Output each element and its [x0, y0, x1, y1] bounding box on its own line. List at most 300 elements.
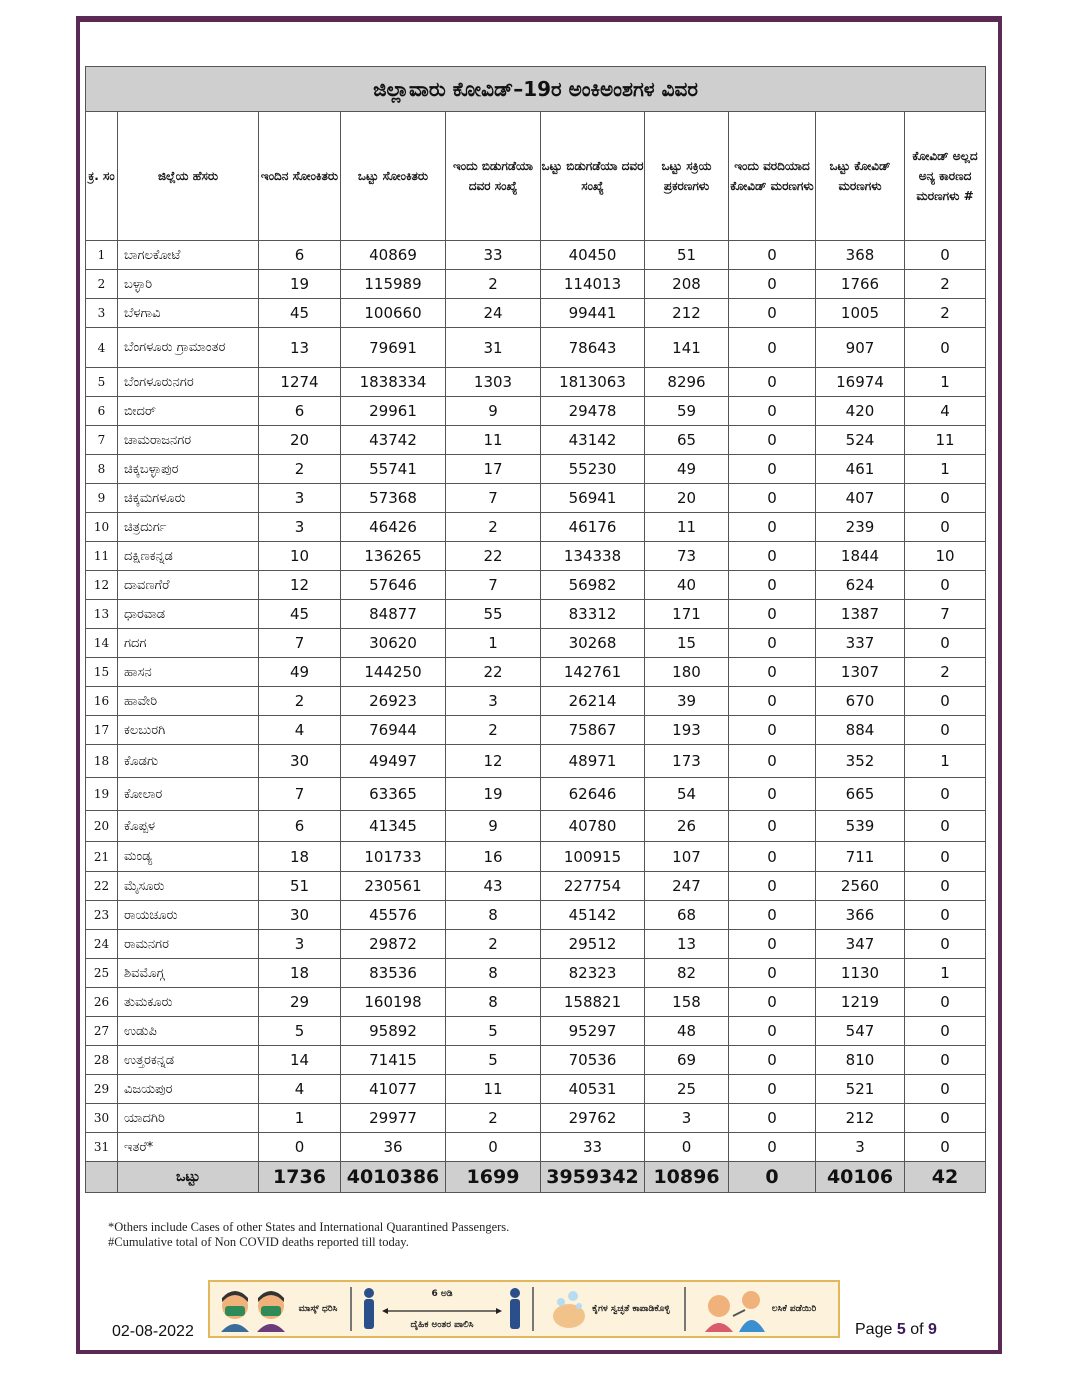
cell-name: ಶಿವಮೊಗ್ಗ: [118, 959, 259, 988]
cell-dis-today: 2: [446, 1104, 541, 1133]
cell-name: ದಾವಣಗೆರೆ: [118, 571, 259, 600]
table-row: [86, 299, 986, 328]
cell-total: 55741: [341, 455, 446, 484]
table-row: [86, 571, 986, 600]
cell-dis-total: 78643: [541, 328, 645, 368]
cell-total: 230561: [341, 872, 446, 901]
cell-dis-today: 22: [446, 658, 541, 687]
cell-non-covid: 0: [905, 629, 986, 658]
cell-total: 30620: [341, 629, 446, 658]
cell-death-total: 711: [816, 842, 905, 872]
cell-dis-total: 40531: [541, 1075, 645, 1104]
cell-sl: 22: [86, 872, 118, 901]
cell-total: 29961: [341, 397, 446, 426]
table-row: [86, 270, 986, 299]
table-row: [86, 426, 986, 455]
cell-today: 2: [259, 687, 341, 716]
cell-active: 49: [645, 455, 729, 484]
banner-distance: [352, 1282, 532, 1336]
cell-dis-total: 82323: [541, 959, 645, 988]
cell-today: 1: [259, 1104, 341, 1133]
cell-active: 0: [645, 1133, 729, 1162]
cell-non-covid: 0: [905, 811, 986, 842]
cell-death-total: 1844: [816, 542, 905, 571]
cell-active: 8296: [645, 368, 729, 397]
cell-non-covid: 0: [905, 328, 986, 368]
cell-dis-today: 2: [446, 270, 541, 299]
cell-death-total: 907: [816, 328, 905, 368]
cell-non-covid: 0: [905, 988, 986, 1017]
cell-death-total: 212: [816, 1104, 905, 1133]
cell-total: 43742: [341, 426, 446, 455]
cell-death-total: 1387: [816, 600, 905, 629]
cell-sl: 21: [86, 842, 118, 872]
cell-death-today: 0: [729, 901, 816, 930]
cell-today: 20: [259, 426, 341, 455]
cell-name: ವಿಜಯಪುರ: [118, 1075, 259, 1104]
table-row: [86, 513, 986, 542]
cell-dis-total: 48971: [541, 745, 645, 778]
cell-total: 76944: [341, 716, 446, 745]
cell-death-today: 0: [729, 484, 816, 513]
cell-name: ಚಿತ್ರದುರ್ಗ: [118, 513, 259, 542]
table-row: [86, 600, 986, 629]
cell-active: 107: [645, 842, 729, 872]
cell-today: 14: [259, 1046, 341, 1075]
cell-non-covid: 1: [905, 368, 986, 397]
cell-non-covid: 0: [905, 1104, 986, 1133]
cell-sl: 25: [86, 959, 118, 988]
cell-death-total: 420: [816, 397, 905, 426]
cell-today: 6: [259, 811, 341, 842]
cell-death-total: 368: [816, 241, 905, 270]
cell-death-total: 407: [816, 484, 905, 513]
cell-sl: 5: [86, 368, 118, 397]
cell-death-total: 1005: [816, 299, 905, 328]
cell-name: ಬೆಂಗಳೂರು ಗ್ರಾಮಾಂತರ: [118, 328, 259, 368]
cell-death-today: 0: [729, 872, 816, 901]
cell-today: 3: [259, 513, 341, 542]
cell-total: 29977: [341, 1104, 446, 1133]
cell-death-total: 884: [816, 716, 905, 745]
header-total-discharged: ಒಟ್ಟು ಬಿಡುಗಡೆಯಾ ದವರ ಸಂಖ್ಯೆ: [541, 112, 645, 241]
cell-dis-today: 11: [446, 426, 541, 455]
cell-today: 7: [259, 629, 341, 658]
cell-dis-total: 99441: [541, 299, 645, 328]
cell-name: ಕೊಪ್ಪಳ: [118, 811, 259, 842]
cell-active: 171: [645, 600, 729, 629]
cell-death-total: 524: [816, 426, 905, 455]
cell-sl: 12: [86, 571, 118, 600]
table-title: ಜಿಲ್ಲಾವಾರು ಕೋವಿಡ್–19ರ ಅಂಕಿಅಂಶಗಳ ವಿವರ: [86, 67, 986, 112]
cell-dis-total: 134338: [541, 542, 645, 571]
banner-distance-text: ದೈಹಿಕ ಅಂತರ ಪಾಲಿಸಿ: [410, 1319, 474, 1330]
cell-dis-total: 56941: [541, 484, 645, 513]
cell-sl: 26: [86, 988, 118, 1017]
cell-sl: 31: [86, 1133, 118, 1162]
banner-hands: [534, 1282, 684, 1336]
cell-non-covid: 0: [905, 571, 986, 600]
hand-wash-icon: [547, 1286, 591, 1332]
cell-death-today: 0: [729, 270, 816, 299]
cell-active: 212: [645, 299, 729, 328]
frame-top-rule: [80, 20, 998, 22]
cell-death-today: 0: [729, 629, 816, 658]
cell-dis-today: 0: [446, 1133, 541, 1162]
cell-death-total: 239: [816, 513, 905, 542]
cell-death-today: 0: [729, 426, 816, 455]
cell-dis-today: 1303: [446, 368, 541, 397]
cell-non-covid: 11: [905, 426, 986, 455]
cell-today: 4: [259, 1075, 341, 1104]
cell-death-total: 670: [816, 687, 905, 716]
cell-today: 5: [259, 1017, 341, 1046]
cell-non-covid: 0: [905, 1075, 986, 1104]
cell-total: 95892: [341, 1017, 446, 1046]
cell-name: ಹಾವೇರಿ: [118, 687, 259, 716]
table-row: [86, 397, 986, 426]
cell-total: 79691: [341, 328, 446, 368]
cell-active: 65: [645, 426, 729, 455]
cell-active: 68: [645, 901, 729, 930]
cell-dis-total: 114013: [541, 270, 645, 299]
cell-sl: 14: [86, 629, 118, 658]
totals-dis-total: 3959342: [541, 1162, 645, 1193]
cell-name: ಚಿಕ್ಕಬಳ್ಳಾಪುರ: [118, 455, 259, 484]
cell-active: 48: [645, 1017, 729, 1046]
cell-active: 158: [645, 988, 729, 1017]
table-row: [86, 658, 986, 687]
table-row: [86, 872, 986, 901]
cell-non-covid: 2: [905, 299, 986, 328]
cell-sl: 19: [86, 778, 118, 811]
cell-sl: 24: [86, 930, 118, 959]
banner-distance-top: 6 ಅಡಿ: [431, 1288, 453, 1299]
banner-hands-text: ಕೈಗಳ ಸ್ವಚ್ಛತೆ ಕಾಪಾಡಿಕೊಳ್ಳಿ: [592, 1304, 670, 1314]
cell-dis-total: 30268: [541, 629, 645, 658]
cell-today: 4: [259, 716, 341, 745]
cell-total: 57368: [341, 484, 446, 513]
cell-name: ಯಾದಗಿರಿ: [118, 1104, 259, 1133]
cell-death-today: 0: [729, 299, 816, 328]
cell-today: 13: [259, 328, 341, 368]
cell-dis-total: 46176: [541, 513, 645, 542]
cell-death-today: 0: [729, 328, 816, 368]
cell-total: 71415: [341, 1046, 446, 1075]
cell-dis-total: 1813063: [541, 368, 645, 397]
cell-active: 141: [645, 328, 729, 368]
cell-active: 13: [645, 930, 729, 959]
cell-sl: 20: [86, 811, 118, 842]
table-row: [86, 1017, 986, 1046]
cell-death-total: 810: [816, 1046, 905, 1075]
table-row: [86, 1133, 986, 1162]
cell-dis-today: 8: [446, 901, 541, 930]
totals-row: [86, 1162, 986, 1193]
cell-death-total: 1130: [816, 959, 905, 988]
cell-active: 40: [645, 571, 729, 600]
cell-death-total: 16974: [816, 368, 905, 397]
cell-sl: 4: [86, 328, 118, 368]
cell-dis-total: 29478: [541, 397, 645, 426]
table-body: [86, 241, 986, 1162]
cell-total: 1838334: [341, 368, 446, 397]
cell-total: 83536: [341, 959, 446, 988]
cell-dis-today: 16: [446, 842, 541, 872]
cell-non-covid: 2: [905, 658, 986, 687]
cell-name: ಧಾರವಾಡ: [118, 600, 259, 629]
cell-dis-total: 43142: [541, 426, 645, 455]
cell-sl: 6: [86, 397, 118, 426]
double-arrow-icon: [382, 1307, 502, 1315]
cell-sl: 18: [86, 745, 118, 778]
header-today-deaths: ಇಂದು ವರದಿಯಾದ ಕೋವಿಡ್ ಮರಣಗಳು: [729, 112, 816, 241]
cell-death-today: 0: [729, 455, 816, 484]
cell-today: 12: [259, 571, 341, 600]
cell-active: 15: [645, 629, 729, 658]
table-row: [86, 778, 986, 811]
cell-dis-today: 9: [446, 811, 541, 842]
cell-dis-total: 40450: [541, 241, 645, 270]
cell-non-covid: 0: [905, 1133, 986, 1162]
cell-dis-today: 11: [446, 1075, 541, 1104]
cell-name: ಮೈಸೂರು: [118, 872, 259, 901]
cell-active: 208: [645, 270, 729, 299]
cell-non-covid: 0: [905, 930, 986, 959]
cell-death-total: 521: [816, 1075, 905, 1104]
header-today-discharged: ಇಂದು ಬಿಡುಗಡೆಯಾ ದವರ ಸಂಖ್ಯೆ: [446, 112, 541, 241]
page-total: 9: [927, 1321, 937, 1338]
mask-people-icon: [217, 1286, 293, 1332]
cell-name: ಕೊಡಗು: [118, 745, 259, 778]
header-non-covid-deaths: ಕೋವಿಡ್ ಅಲ್ಲದ ಅನ್ಯ ಕಾರಣದ ಮರಣಗಳು #: [905, 112, 986, 241]
cell-today: 3: [259, 930, 341, 959]
cell-today: 18: [259, 842, 341, 872]
table-row: [86, 1046, 986, 1075]
cell-dis-total: 55230: [541, 455, 645, 484]
table-row: [86, 1104, 986, 1133]
cell-death-total: 547: [816, 1017, 905, 1046]
cell-death-total: 3: [816, 1133, 905, 1162]
cell-dis-total: 33: [541, 1133, 645, 1162]
cell-death-today: 0: [729, 397, 816, 426]
cell-today: 3: [259, 484, 341, 513]
cell-non-covid: 0: [905, 687, 986, 716]
cell-dis-today: 19: [446, 778, 541, 811]
cell-name: ಕೋಲಾರ: [118, 778, 259, 811]
header-district: ಜಿಲ್ಲೆಯ ಹೆಸರು: [118, 112, 259, 241]
cell-death-total: 337: [816, 629, 905, 658]
table-row: [86, 629, 986, 658]
cell-dis-today: 5: [446, 1046, 541, 1075]
header-row: [86, 112, 986, 241]
table-row: [86, 959, 986, 988]
cell-non-covid: 0: [905, 241, 986, 270]
cell-dis-total: 158821: [541, 988, 645, 1017]
cell-total: 115989: [341, 270, 446, 299]
table-row: [86, 901, 986, 930]
cell-active: 26: [645, 811, 729, 842]
cell-name: ರಾಮನಗರ: [118, 930, 259, 959]
cell-sl: 29: [86, 1075, 118, 1104]
banner-mask-text: ಮಾಸ್ಕ್ ಧರಿಸಿ: [298, 1304, 338, 1314]
page-current: 5: [896, 1321, 906, 1338]
table-row: [86, 1075, 986, 1104]
cell-dis-total: 70536: [541, 1046, 645, 1075]
report-date: 02-08-2022: [112, 1323, 194, 1340]
cell-death-total: 347: [816, 930, 905, 959]
table-row: [86, 241, 986, 270]
cell-death-today: 0: [729, 959, 816, 988]
banner-vaccine: [686, 1282, 836, 1336]
cell-dis-today: 33: [446, 241, 541, 270]
cell-total: 101733: [341, 842, 446, 872]
cell-death-today: 0: [729, 778, 816, 811]
cell-death-today: 0: [729, 687, 816, 716]
cell-total: 41345: [341, 811, 446, 842]
cell-name: ಬೀದರ್: [118, 397, 259, 426]
cell-active: 25: [645, 1075, 729, 1104]
cell-name: ತುಮಕೂರು: [118, 988, 259, 1017]
cell-dis-today: 5: [446, 1017, 541, 1046]
cell-today: 45: [259, 600, 341, 629]
cell-death-total: 1766: [816, 270, 905, 299]
cell-dis-today: 31: [446, 328, 541, 368]
header-total-cases: ಒಟ್ಟು ಸೋಂಕಿತರು: [341, 112, 446, 241]
cell-today: 51: [259, 872, 341, 901]
cell-dis-total: 142761: [541, 658, 645, 687]
cell-death-today: 0: [729, 368, 816, 397]
cell-active: 39: [645, 687, 729, 716]
cell-today: 1274: [259, 368, 341, 397]
cell-sl: 7: [86, 426, 118, 455]
banner-mask: [210, 1282, 350, 1336]
cell-non-covid: 4: [905, 397, 986, 426]
cell-name: ಬೆಳಗಾವಿ: [118, 299, 259, 328]
table-row: [86, 484, 986, 513]
cell-active: 82: [645, 959, 729, 988]
totals-today: 1736: [259, 1162, 341, 1193]
cell-total: 100660: [341, 299, 446, 328]
cell-name: ಬೆಂಗಳೂರುನಗರ: [118, 368, 259, 397]
cell-death-total: 2560: [816, 872, 905, 901]
cell-dis-today: 12: [446, 745, 541, 778]
cell-death-total: 461: [816, 455, 905, 484]
cell-death-today: 0: [729, 1046, 816, 1075]
totals-death-total: 40106: [816, 1162, 905, 1193]
cell-sl: 10: [86, 513, 118, 542]
page-prefix: Page: [855, 1321, 893, 1338]
cell-total: 36: [341, 1133, 446, 1162]
cell-death-total: 366: [816, 901, 905, 930]
cell-today: 18: [259, 959, 341, 988]
cell-non-covid: 0: [905, 513, 986, 542]
cell-death-today: 0: [729, 1017, 816, 1046]
cell-total: 63365: [341, 778, 446, 811]
cell-non-covid: 0: [905, 778, 986, 811]
totals-active: 10896: [645, 1162, 729, 1193]
cell-death-today: 0: [729, 930, 816, 959]
cell-sl: 17: [86, 716, 118, 745]
cell-sl: 11: [86, 542, 118, 571]
totals-blank: [86, 1162, 118, 1193]
cell-dis-today: 3: [446, 687, 541, 716]
cell-death-today: 0: [729, 1075, 816, 1104]
cell-active: 51: [645, 241, 729, 270]
totals-total: 4010386: [341, 1162, 446, 1193]
cell-death-total: 1307: [816, 658, 905, 687]
cell-sl: 27: [86, 1017, 118, 1046]
cell-non-covid: 10: [905, 542, 986, 571]
cell-active: 173: [645, 745, 729, 778]
cell-non-covid: 2: [905, 270, 986, 299]
cell-name: ಉತ್ತರಕನ್ನಡ: [118, 1046, 259, 1075]
footnote-others: *Others include Cases of other States and International Quarantined Passengers.: [108, 1220, 510, 1234]
cell-death-today: 0: [729, 842, 816, 872]
cell-sl: 28: [86, 1046, 118, 1075]
cell-today: 0: [259, 1133, 341, 1162]
cell-active: 69: [645, 1046, 729, 1075]
table-row: [86, 842, 986, 872]
cell-death-today: 0: [729, 811, 816, 842]
table-row: [86, 455, 986, 484]
cell-name: ಕಲಬುರಗಿ: [118, 716, 259, 745]
cell-active: 54: [645, 778, 729, 811]
cell-name: ಚಾಮರಾಜನಗರ: [118, 426, 259, 455]
cell-non-covid: 0: [905, 1046, 986, 1075]
cell-total: 29872: [341, 930, 446, 959]
cell-non-covid: 7: [905, 600, 986, 629]
cell-sl: 16: [86, 687, 118, 716]
cell-today: 2: [259, 455, 341, 484]
header-sl: ಕ್ರ. ಸಂ: [86, 112, 118, 241]
cell-death-total: 665: [816, 778, 905, 811]
cell-name: ಬಾಗಲಕೋಟೆ: [118, 241, 259, 270]
cell-dis-total: 100915: [541, 842, 645, 872]
cell-today: 7: [259, 778, 341, 811]
cell-total: 40869: [341, 241, 446, 270]
cell-death-today: 0: [729, 241, 816, 270]
cell-active: 247: [645, 872, 729, 901]
banner-vaccine-text: ಲಸಿಕೆ ಪಡೆಯಿರಿ: [771, 1304, 817, 1314]
cell-dis-today: 17: [446, 455, 541, 484]
footnote-non-covid: #Cumulative total of Non COVID deaths reported till today.: [108, 1235, 409, 1249]
cell-name: ದಕ್ಷಿಣಕನ್ನಡ: [118, 542, 259, 571]
cell-total: 160198: [341, 988, 446, 1017]
cell-dis-total: 95297: [541, 1017, 645, 1046]
safety-banner: [208, 1280, 840, 1338]
totals-non-covid: 42: [905, 1162, 986, 1193]
cell-active: 20: [645, 484, 729, 513]
footnotes: [108, 1220, 509, 1250]
cell-today: 19: [259, 270, 341, 299]
cell-non-covid: 0: [905, 842, 986, 872]
cell-today: 6: [259, 241, 341, 270]
cell-dis-total: 45142: [541, 901, 645, 930]
cell-non-covid: 0: [905, 872, 986, 901]
table-row: [86, 687, 986, 716]
table-row: [86, 988, 986, 1017]
page-of: of: [910, 1321, 924, 1338]
cell-death-total: 352: [816, 745, 905, 778]
cell-dis-total: 29762: [541, 1104, 645, 1133]
page-number: [855, 1321, 937, 1339]
person-icon: [507, 1287, 523, 1331]
cell-dis-today: 1: [446, 629, 541, 658]
cell-death-today: 0: [729, 1133, 816, 1162]
cell-sl: 9: [86, 484, 118, 513]
cell-dis-total: 62646: [541, 778, 645, 811]
